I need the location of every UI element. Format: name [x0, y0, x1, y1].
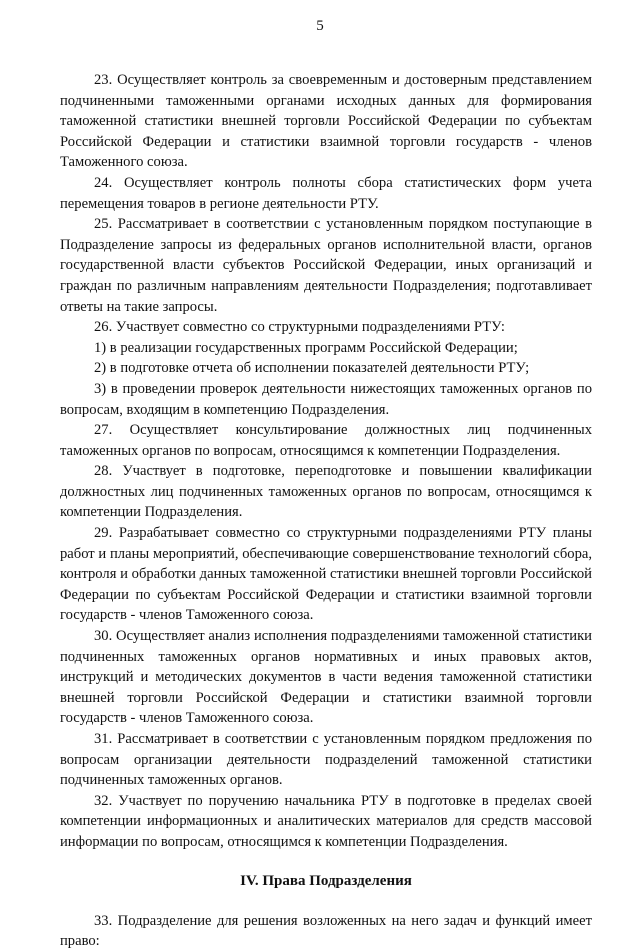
clause-30: 30. Осуществляет анализ исполнения подразделениями таможенной статистики подчиненных таможенных органов нормативных и иных правовых актов, инструкций и методических документов в части ведения таможенной статистики внешней торговли Российской Федерации и статистики взаимной торговли государств - членов Таможенного союза.	[60, 628, 592, 727]
clause-26-item-1: 1) в реализации государственных программ Российской Федерации;	[94, 339, 518, 356]
clause-31: 31. Рассматривает в соответствии с установленным порядком предложения по вопросам организации деятельности подразделений таможенной статистики подчиненных таможенных органов.	[60, 731, 592, 789]
clause-26-item-3: 3) в проведении проверок деятельности нижестоящих таможенных органов по вопросам, входящим в компетенцию Подразделения.	[60, 380, 592, 418]
clause-23: 23. Осуществляет контроль за своевременным и достоверным представлением подчиненными таможенными органами исходных данных для формирования таможенной статистики внешней торговли Российской Федерации по субъектам Российской Федерации и статистики взаимной торговли государств - членов Таможенного союза.	[60, 72, 592, 171]
page-number: 5	[316, 18, 324, 34]
clause-25: 25. Рассматривает в соответствии с установленным порядком поступающие в Подразделение запросы из федеральных органов исполнительной власти, органов государственной власти субъектов Российской Федерации, иных организаций и граждан по различным направлениям деятельности Подразделения; подготавливает ответы на такие запросы.	[60, 216, 592, 315]
clause-24: 24. Осуществляет контроль полноты сбора статистических форм учета перемещения товаров в регионе деятельности РТУ.	[60, 174, 592, 212]
clause-28: 28. Участвует в подготовке, переподготовке и повышении квалификации должностных лиц подчиненных таможенных органов по вопросам, относящимся к компетенции Подразделения.	[60, 463, 592, 521]
clause-26: 26. Участвует совместно со структурными подразделениями РТУ:	[94, 319, 505, 336]
clause-29: 29. Разрабатывает совместно со структурными подразделениями РТУ планы работ и планы мероприятий, обеспечивающие совершенствование технологий сбора, контроля и обработки данных таможенной статистики внешней торговли Российской Федерации по субъектам Российской Федерации и статистики взаимной торговли государств - членов Таможенного союза.	[60, 525, 592, 624]
clause-33: 33. Подразделение для решения возложенных на него задач и функций имеет право:	[60, 912, 592, 950]
clause-27: 27. Осуществляет консультирование должностных лиц подчиненных таможенных органов по вопросам, относящимся к компетенции Подразделения.	[60, 422, 592, 459]
document-body	[60, 70, 592, 952]
clause-26-item-2: 2) в подготовке отчета об исполнении показателей деятельности РТУ;	[94, 360, 530, 377]
clause-32: 32. Участвует по поручению начальника РТУ в подготовке в пределах своей компетенции информационных и аналитических материалов для средств массовой информации по вопросам, относящимся к компетенции Подразделения.	[60, 792, 592, 850]
section-heading: IV. Права Подразделения	[240, 872, 412, 889]
